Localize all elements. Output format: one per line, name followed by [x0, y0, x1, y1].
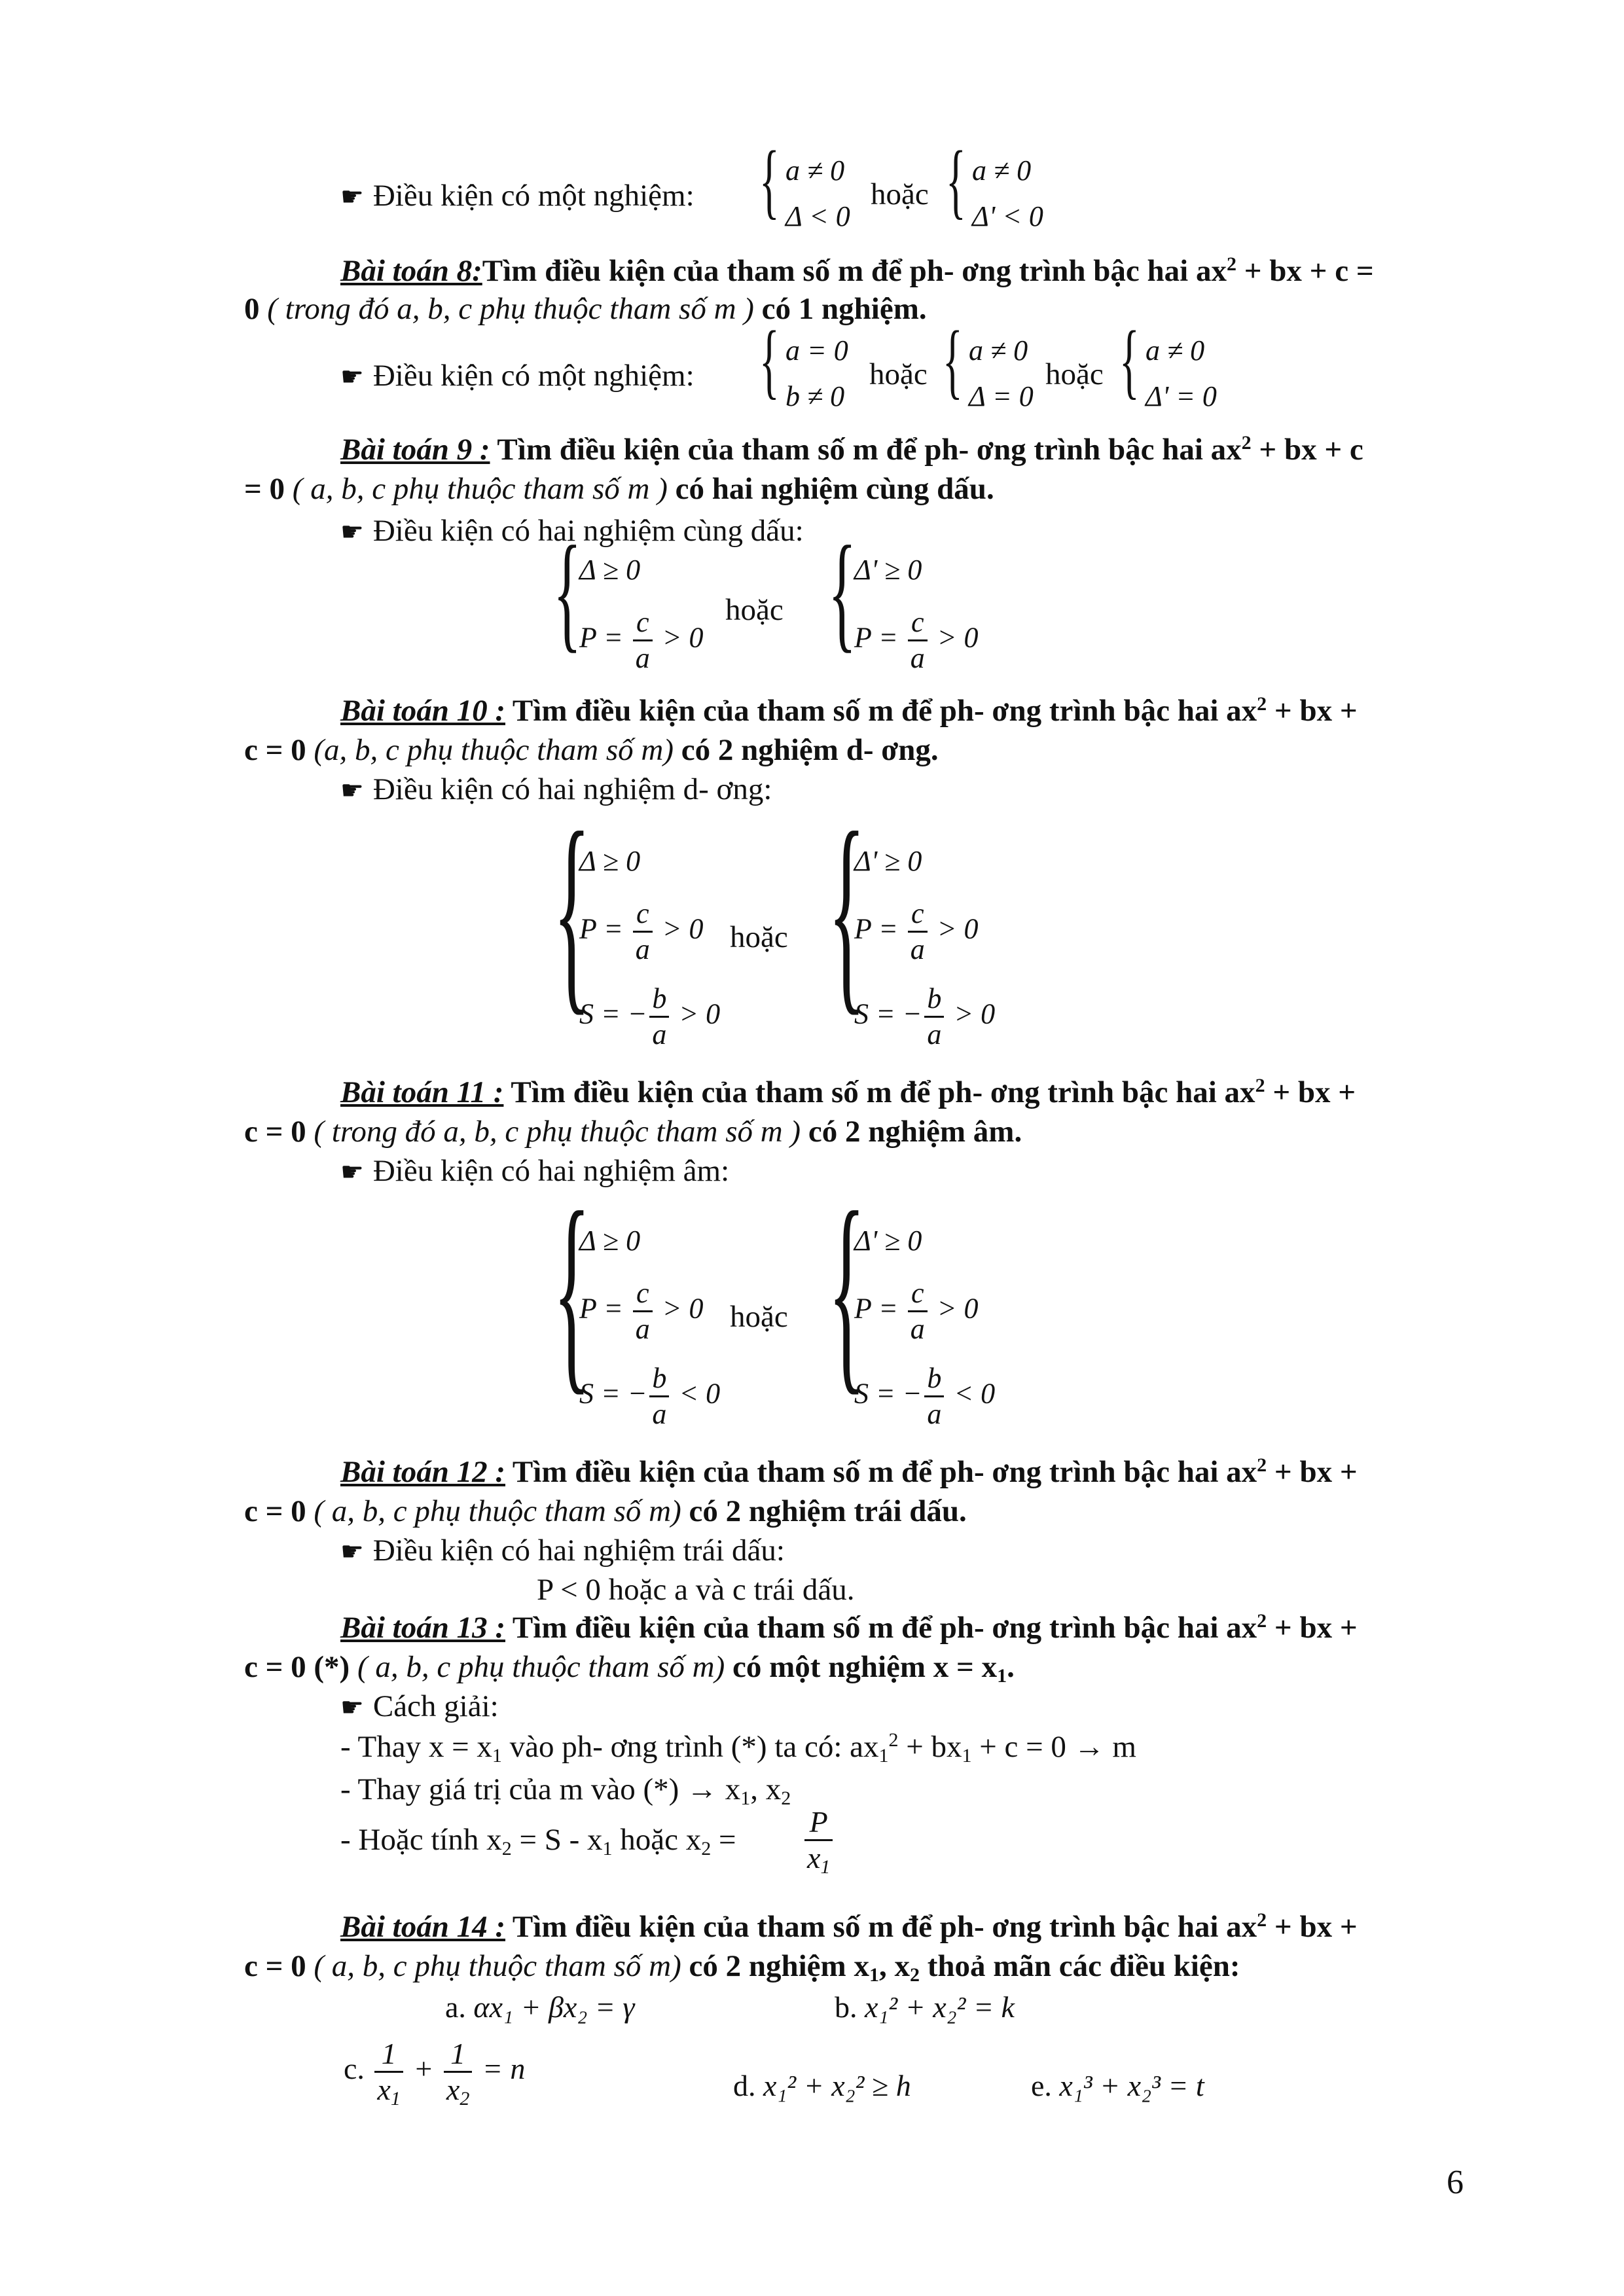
system-p8-1: { a = 0 b ≠ 0 [759, 314, 848, 412]
problem-9-line-1: Bài toán 9 : Tìm điều kiện của tham số m để ph- ơng trình bậc hai $ax^2$ + bx + c [340, 432, 1363, 467]
document-page: ☛ Điều kiện có một nghiệm: { a ≠ 0 Δ < 0 hoặc { a ≠ 0 Δ' < 0 Bài toán 8:Tìm điều kiện của tham số m để ph- ơng trình bậc hai $ax^2$ + bx + c = 0 ( trong đó a, b, c phụ thuộc tham số m ) có 1 nghiệm. ☛ Điều kiện có một nghiệm: { a = 0 b ≠ 0 hoặc { a ≠ 0 Δ = 0 hoặc { a ≠ 0 Δ' = 0 Bài toán 9 : Tìm điều kiện của tham số m để ph- ơng trình bậc hai $ax^2$ + bx + c = 0 ( a, b, c phụ thuộc tham số m ) có hai nghiệm cùng dấu. ☛ Điều kiện có hai nghiệm cùng dấu: { Δ ≥ 0 P = $\frac{c}{a}$ > 0 hoặc { Δ' ≥ 0 P = $\frac{c}{a}$ > 0 Bài toán 10 : Tìm điều kiện của tham số m để ph- ơng trình bậc hai $ax^2$ + bx + c = 0 (a, b, c phụ thuộc tham số m) có 2 nghiệm d- ơng. ☛ Điều kiện có hai nghiệm d- ơng: { Δ ≥ 0 P = $\frac{c}{a}$ > 0 S = − $\frac{b}{a}$ > 0 hoặc { Δ' ≥ 0 P = $\frac{c}{a}$ > 0 S = − $\frac{b}{a}$ > 0 Bài toán 11 : Tìm điều kiện của tham số m để ph- ơng trình bậc hai $ax^2$ + bx + c = 0 ( trong đó a, b, c phụ thuộc tham số m ) có 2 nghiệm âm. ☛ Điều kiện có hai nghiệm âm: { Δ ≥ 0 P = $\frac{c}{a}$ > 0 S = − $\frac{b}{a}$ < 0 hoặc { Δ' ≥ 0 P = $\frac{c}{a}$ > 0 S = − $\frac{b}{a}$ < 0 Bài toán 12 : Tìm điều kiện của tham số m để ph- ơng trình bậc hai $ax^2$ + bx + c = 0 ( a, b, c phụ thuộc tham số m) có 2 nghiệm trái dấu. ☛ Điều kiện có hai nghiệm trái dấu: P < 0 hoặc a và c trái dấu. Bài toán 13 : Tìm điều kiện của tham số m để ph- ơng trình bậc hai $ax^2$ + bx + c = 0 (*) ( a, b, c phụ thuộc tham số m) có một nghiệm $x = x_1$. ☛ Cách giải: - Thay $x = x_1$ vào ph- ơng trình (*) ta có: $ax_1^2 + bx_1 + c = 0 \to m$ - Thay giá trị của m vào (*) → $x_1$, $x_2$ - Hoặc tính $x_2 = S - x_1$ hoặc $x_2$ = $\frac{P}{x_1}$ Bài toán 14 : Tìm điều kiện của tham số m để ph- ơng trình bậc hai $ax^2$ + bx + c = 0 ( a, b, c phụ thuộc tham số m) có 2 nghiệm $x_1$, $x_2$ thoả mãn các điều kiện: a. αx₁ + βx₂ = γ b. x₁² + x₂² = k c. $\frac{1}{x_1}$ + $\frac{1}{x_2}$ = n d. x₁² + x₂² ≥ h e. x₁³ + x₂³ = t 6 [244, 134, 1464, 2201]
system-p8-3: { a ≠ 0 Δ' = 0 [1119, 314, 1217, 412]
problem-14-line-2: c = 0 ( a, b, c phụ thuộc tham số m) có 2 nghiệm $x_1$, $x_2$ thoả mãn các điều kiện: [244, 1949, 1240, 1986]
pointing-hand-icon: ☛ [340, 1537, 364, 1567]
problem-12-condition: ☛ Điều kiện có hai nghiệm trái dấu: [340, 1534, 785, 1568]
problem-13-line-2: c = 0 (*) ( a, b, c phụ thuộc tham số m) có một nghiệm $x = x_1$. [244, 1650, 1015, 1687]
pointing-hand-icon: ☛ [340, 1693, 364, 1723]
problem-9-line-2: = 0 ( a, b, c phụ thuộc tham số m ) có hai nghiệm cùng dấu. [244, 472, 994, 506]
problem-8-condition: ☛ Điều kiện có một nghiệm: [340, 359, 695, 393]
condition-a: a. αx₁ + βx₂ = γ [445, 1990, 635, 2024]
condition-line: ☛ Điều kiện có một nghiệm: [340, 179, 695, 213]
system-2: { a ≠ 0 Δ' < 0 [946, 134, 1043, 232]
system-p8-2: { a ≠ 0 Δ = 0 [943, 314, 1034, 412]
system-p10-2: { Δ' ≥ 0 P = $\frac{c}{a}$ > 0 S = − $\frac{b}{a}$ > 0 [828, 787, 996, 1050]
problem-12-text: P < 0 hoặc a và c trái dấu. [537, 1573, 855, 1607]
condition-c: c. $\frac{1}{x_1}$ + $\frac{1}{x_2}$ = n [344, 2037, 526, 2109]
problem-13-step-2: - Thay giá trị của m vào (*) → $x_1$, $x_2$ [340, 1772, 791, 1809]
system-1: { a ≠ 0 Δ < 0 [759, 134, 850, 232]
problem-12-line-1: Bài toán 12 : Tìm điều kiện của tham số m để ph- ơng trình bậc hai $ax^2$ + bx + [340, 1454, 1358, 1489]
problem-12-line-2: c = 0 ( a, b, c phụ thuộc tham số m) có 2 nghiệm trái dấu. [244, 1494, 967, 1528]
problem-11-line-1: Bài toán 11 : Tìm điều kiện của tham số m để ph- ơng trình bậc hai $ax^2$ + bx + [340, 1075, 1356, 1109]
problem-8-line-2: 0 ( trong đó a, b, c phụ thuộc tham số m ) có 1 nghiệm. [244, 292, 927, 326]
problem-11-condition: ☛ Điều kiện có hai nghiệm âm: [340, 1154, 730, 1188]
system-p9-2: { Δ' ≥ 0 P = $\frac{c}{a}$ > 0 [828, 520, 979, 674]
system-p11-1: { Δ ≥ 0 P = $\frac{c}{a}$ > 0 S = − $\frac{b}{a}$ < 0 [553, 1166, 721, 1430]
system-p11-2: { Δ' ≥ 0 P = $\frac{c}{a}$ > 0 S = − $\frac{b}{a}$ < 0 [828, 1166, 996, 1430]
problem-14-line-1: Bài toán 14 : Tìm điều kiện của tham số m để ph- ơng trình bậc hai $ax^2$ + bx + [340, 1909, 1358, 1944]
pointing-hand-icon: ☛ [340, 362, 364, 392]
system-p9-1: { Δ ≥ 0 P = $\frac{c}{a}$ > 0 [553, 520, 704, 674]
condition-b: b. x₁² + x₂² = k [835, 1990, 1015, 2024]
problem-10-condition: ☛ Điều kiện có hai nghiệm d- ơng: [340, 772, 772, 806]
fraction-p-over-x1: $\frac{P}{x_1}$ [802, 1805, 835, 1875]
condition-e: e. x₁³ + x₂³ = t [1031, 2069, 1204, 2102]
pointing-hand-icon: ☛ [340, 1157, 364, 1187]
problem-10-line-2: c = 0 (a, b, c phụ thuộc tham số m) có 2 nghiệm d- ơng. [244, 733, 939, 767]
problem-13-line-1: Bài toán 13 : Tìm điều kiện của tham số m để ph- ơng trình bậc hai $ax^2$ + bx + [340, 1610, 1358, 1645]
condition-d: d. x₁² + x₂² ≥ h [733, 2069, 911, 2102]
page-number: 6 [1447, 2164, 1464, 2201]
problem-13-method: ☛ Cách giải: [340, 1689, 499, 1723]
pointing-hand-icon: ☛ [340, 182, 364, 212]
pointing-hand-icon: ☛ [340, 517, 364, 547]
problem-11-line-2: c = 0 ( trong đó a, b, c phụ thuộc tham số m ) có 2 nghiệm âm. [244, 1115, 1022, 1149]
system-p10-1: { Δ ≥ 0 P = $\frac{c}{a}$ > 0 S = − $\frac{b}{a}$ > 0 [553, 787, 721, 1050]
problem-10-line-1: Bài toán 10 : Tìm điều kiện của tham số m để ph- ơng trình bậc hai $ax^2$ + bx + [340, 693, 1358, 728]
or-label: hoặc [871, 177, 929, 211]
problem-8-line-1: Bài toán 8:Tìm điều kiện của tham số m để ph- ơng trình bậc hai $ax^2$ + bx + c = [340, 253, 1374, 288]
problem-9-condition: ☛ Điều kiện có hai nghiệm cùng dấu: [340, 514, 804, 548]
pointing-hand-icon: ☛ [340, 776, 364, 806]
problem-13-step-3: - Hoặc tính $x_2 = S - x_1$ hoặc $x_2$ = [340, 1823, 736, 1859]
problem-13-step-1: - Thay $x = x_1$ vào ph- ơng trình (*) ta có: $ax_1^2 + bx_1 + c = 0 \to m$ [340, 1729, 1136, 1767]
